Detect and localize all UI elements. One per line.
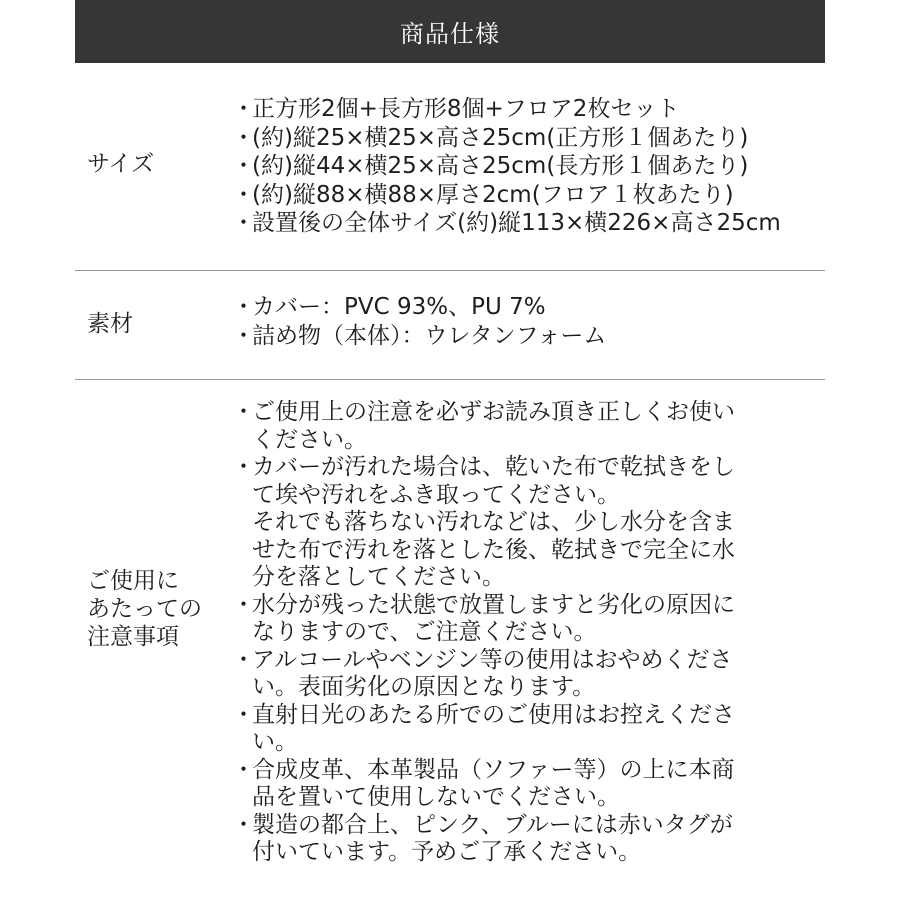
section-divider (75, 379, 825, 380)
note-continuation: ください。 (252, 426, 367, 453)
notes-list (232, 399, 735, 867)
note-continuation: せた布で汚れを落とした後、乾拭きで完全に水 (252, 536, 735, 563)
note-continuation: なりますので、ご注意ください。 (252, 619, 597, 645)
list-item: ・ (約)縦88×横88×厚さ2cm(フロア１枚あたり) (232, 181, 781, 210)
note-item: ・ 直射日光のあたる所でのご使用はお控えくださ (232, 702, 735, 730)
notes-label-line: 注意事項 (87, 624, 179, 650)
note-item: ・ ご使用上の注意を必ずお読み頂き正しくお使い (232, 399, 735, 427)
spec-title: 商品仕様 (400, 20, 500, 48)
note-continuation: い。 (252, 729, 298, 755)
size-label: サイズ (87, 151, 155, 177)
list-item: ・ 詰め物（本体）：ウレタンフォーム (232, 322, 606, 351)
material-label: 素材 (87, 311, 133, 337)
material-section (75, 293, 825, 363)
note-continuation: 分を落としてください。 (252, 564, 505, 590)
note-continuation: い。表面劣化の原因となります。 (252, 674, 596, 700)
list-item: ・ (約)縦25×横25×高さ25cm(正方形１個あたり) (232, 124, 781, 153)
note-item: ・ 水分が残った状態で放置しますと劣化の原因に (232, 592, 735, 620)
size-section (75, 95, 825, 245)
note-item: ・ 製造の都合上、ピンク、ブルーには赤いタグが (232, 812, 735, 840)
note-continuation: 品を置いて使用しないでください。 (252, 784, 620, 810)
section-divider (75, 270, 825, 271)
list-item: ・ カバー：PVC 93%、PU 7% (232, 293, 606, 322)
note-item: ・ カバーが汚れた場合は、乾いた布で乾拭きをし (232, 454, 735, 482)
note-item: ・ 合成皮革、本革製品（ソファー等）の上に本商 (232, 757, 735, 785)
note-continuation: て埃や汚れをふき取ってください。 (252, 481, 620, 508)
material-list (232, 293, 606, 350)
size-list (232, 95, 781, 238)
list-item: ・ 正方形2個+長方形8個+フロア2枚セット (232, 95, 781, 124)
list-item: ・ 設置後の全体サイズ(約)縦113×横226×高さ25cm (232, 209, 781, 238)
spec-header (75, 0, 825, 63)
usage-notes-section (75, 399, 825, 879)
note-continuation: 付いています。予めご了承ください。 (252, 839, 642, 865)
notes-label (87, 567, 202, 651)
notes-label-line: あたっての (87, 596, 202, 622)
list-item: ・ (約)縦44×横25×高さ25cm(長方形１個あたり) (232, 152, 781, 181)
note-item: ・ アルコールやベンジン等の使用はおやめくださ (232, 647, 735, 675)
notes-label-line: ご使用に (87, 568, 179, 594)
note-continuation: それでも落ちない汚れなどは、少し水分を含ま (252, 509, 735, 535)
